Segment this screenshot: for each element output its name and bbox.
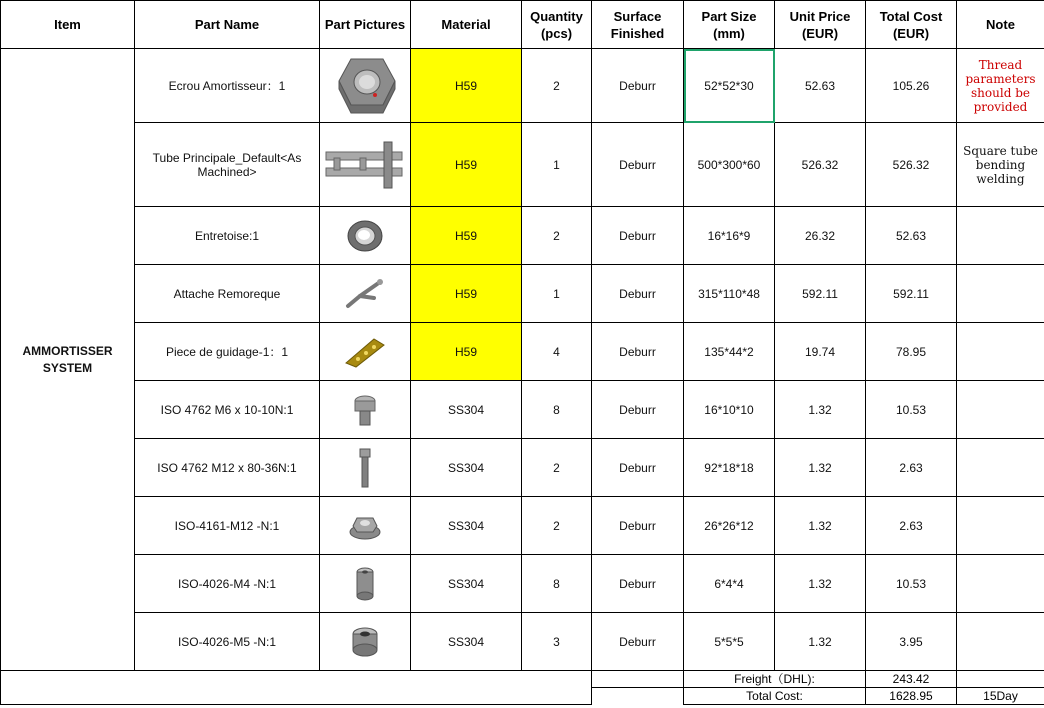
material-cell[interactable]: SS304	[411, 555, 522, 613]
surface-cell[interactable]: Deburr	[592, 123, 684, 207]
part-size-cell[interactable]: 16*16*9	[684, 207, 775, 265]
short-bolt-icon	[350, 392, 380, 428]
part-size-cell[interactable]: 6*4*4	[684, 555, 775, 613]
note-cell[interactable]	[957, 555, 1044, 613]
header-part-size[interactable]: Part Size (mm)	[684, 1, 775, 49]
note-cell[interactable]	[957, 265, 1044, 323]
note-cell[interactable]	[957, 323, 1044, 381]
header-item[interactable]: Item	[1, 1, 135, 49]
table-row	[1, 555, 1044, 613]
surface-cell[interactable]: Deburr	[592, 613, 684, 671]
tube-frame-icon	[324, 140, 406, 190]
part-size-cell[interactable]: 5*5*5	[684, 613, 775, 671]
quantity-cell[interactable]: 1	[522, 123, 592, 207]
part-size-cell[interactable]: 26*26*12	[684, 497, 775, 555]
flange-nut-icon	[348, 510, 382, 542]
note-cell[interactable]: Thread parameters should be provided	[957, 49, 1044, 123]
table-row	[1, 381, 1044, 439]
part-name-cell[interactable]: Ecrou Amortisseur：1	[135, 49, 320, 123]
table-row	[1, 123, 1044, 207]
material-cell[interactable]: H59	[411, 265, 522, 323]
table-row	[1, 439, 1044, 497]
part-picture-cell[interactable]	[320, 265, 411, 323]
material-cell[interactable]: SS304	[411, 381, 522, 439]
total-cost-cell[interactable]: 105.26	[866, 49, 957, 123]
footer-blank-cell[interactable]	[1, 671, 592, 705]
set-screw-icon	[353, 566, 377, 602]
note-cell[interactable]	[957, 381, 1044, 439]
part-picture-cell[interactable]	[320, 323, 411, 381]
table-row	[1, 207, 1044, 265]
unit-price-cell[interactable]: 1.32	[775, 439, 866, 497]
material-cell[interactable]: H59	[411, 123, 522, 207]
part-name-cell[interactable]: ISO-4026-M4 -N:1	[135, 555, 320, 613]
header-surface[interactable]: Surface Finished	[592, 1, 684, 49]
unit-price-cell[interactable]: 1.32	[775, 555, 866, 613]
part-name-cell[interactable]: Piece de guidage-1：1	[135, 323, 320, 381]
total-cost-cell[interactable]: 10.53	[866, 555, 957, 613]
note-cell[interactable]	[957, 497, 1044, 555]
part-name-cell[interactable]: ISO-4161-M12 -N:1	[135, 497, 320, 555]
table-row	[1, 265, 1044, 323]
part-picture-cell[interactable]	[320, 555, 411, 613]
part-size-cell[interactable]: 315*110*48	[684, 265, 775, 323]
material-cell[interactable]: H59	[411, 323, 522, 381]
freight-label[interactable]: Freight（DHL):	[684, 671, 866, 688]
material-cell[interactable]: H59	[411, 49, 522, 123]
unit-price-cell[interactable]: 26.32	[775, 207, 866, 265]
material-cell[interactable]: SS304	[411, 439, 522, 497]
surface-cell[interactable]: Deburr	[592, 497, 684, 555]
note-cell[interactable]: Square tube bending welding	[957, 123, 1044, 207]
table-row	[1, 613, 1044, 671]
table-row	[1, 323, 1044, 381]
part-size-cell[interactable]: 16*10*10	[684, 381, 775, 439]
unit-price-cell[interactable]: 592.11	[775, 265, 866, 323]
note-cell[interactable]	[957, 613, 1044, 671]
freight-note-cell[interactable]	[957, 671, 1044, 688]
footer-empty-cell[interactable]	[592, 671, 684, 688]
part-name-cell[interactable]: ISO 4762 M6 x 10-10N:1	[135, 381, 320, 439]
surface-cell[interactable]: Deburr	[592, 49, 684, 123]
total-cost-cell[interactable]: 10.53	[866, 381, 957, 439]
surface-cell[interactable]: Deburr	[592, 381, 684, 439]
surface-cell[interactable]: Deburr	[592, 323, 684, 381]
part-picture-cell[interactable]	[320, 123, 411, 207]
total-cost-cell[interactable]: 592.11	[866, 265, 957, 323]
quantity-cell[interactable]: 2	[522, 497, 592, 555]
part-size-cell[interactable]: 500*300*60	[684, 123, 775, 207]
note-cell[interactable]	[957, 439, 1044, 497]
freight-value[interactable]: 243.42	[866, 671, 957, 688]
total-cost-cell[interactable]: 526.32	[866, 123, 957, 207]
header-part-pictures[interactable]: Part Pictures	[320, 1, 411, 49]
header-material[interactable]: Material	[411, 1, 522, 49]
quantity-cell[interactable]: 3	[522, 613, 592, 671]
socket-screw-icon	[350, 626, 380, 658]
header-quantity[interactable]: Quantity (pcs)	[522, 1, 592, 49]
part-name-cell[interactable]: Attache Remoreque	[135, 265, 320, 323]
item-name-cell[interactable]: AMMORTISSER SYSTEM	[1, 49, 135, 671]
total-cost-value[interactable]: 1628.95	[866, 688, 957, 705]
surface-cell[interactable]: Deburr	[592, 439, 684, 497]
part-name-cell[interactable]: Entretoise:1	[135, 207, 320, 265]
table-row	[1, 49, 1044, 123]
hex-nut-icon	[333, 55, 397, 117]
part-picture-cell[interactable]	[320, 439, 411, 497]
header-part-name[interactable]: Part Name	[135, 1, 320, 49]
material-cell[interactable]: SS304	[411, 613, 522, 671]
unit-price-cell[interactable]: 526.32	[775, 123, 866, 207]
part-name-cell[interactable]: ISO-4026-M5 -N:1	[135, 613, 320, 671]
surface-cell[interactable]: Deburr	[592, 207, 684, 265]
spacer-ring-icon	[345, 216, 385, 256]
quantity-cell[interactable]: 8	[522, 381, 592, 439]
unit-price-cell[interactable]: 1.32	[775, 381, 866, 439]
unit-price-cell[interactable]: 1.32	[775, 613, 866, 671]
long-bolt-icon	[353, 447, 377, 489]
quantity-cell[interactable]: 1	[522, 265, 592, 323]
note-cell[interactable]	[957, 207, 1044, 265]
part-name-cell[interactable]: ISO 4762 M12 x 80-36N:1	[135, 439, 320, 497]
part-picture-cell[interactable]	[320, 207, 411, 265]
total-cost-cell[interactable]: 52.63	[866, 207, 957, 265]
surface-cell[interactable]: Deburr	[592, 265, 684, 323]
part-size-cell[interactable]: 135*44*2	[684, 323, 775, 381]
material-cell[interactable]: H59	[411, 207, 522, 265]
footer-gap-cell	[592, 688, 684, 705]
quantity-cell[interactable]: 2	[522, 49, 592, 123]
header-unit-price[interactable]: Unit Price (EUR)	[775, 1, 866, 49]
quantity-cell[interactable]: 2	[522, 439, 592, 497]
freight-row	[1, 671, 1044, 688]
header-note[interactable]: Note	[957, 1, 1044, 49]
part-name-cell[interactable]: Tube Principale_Default<As Machined>	[135, 123, 320, 207]
header-row	[1, 1, 1044, 49]
surface-cell[interactable]: Deburr	[592, 555, 684, 613]
total-cost-cell[interactable]: 2.63	[866, 497, 957, 555]
quantity-cell[interactable]: 2	[522, 207, 592, 265]
part-size-cell-selected[interactable]: 52*52*30	[684, 49, 775, 123]
material-cell[interactable]: SS304	[411, 497, 522, 555]
part-size-cell[interactable]: 92*18*18	[684, 439, 775, 497]
lead-time-value[interactable]: 15Day	[957, 688, 1044, 705]
trailer-hitch-icon	[344, 276, 386, 312]
total-cost-label[interactable]: Total Cost:	[684, 688, 866, 705]
header-total-cost[interactable]: Total Cost (EUR)	[866, 1, 957, 49]
quantity-cell[interactable]: 4	[522, 323, 592, 381]
unit-price-cell[interactable]: 52.63	[775, 49, 866, 123]
quantity-cell[interactable]: 8	[522, 555, 592, 613]
total-cost-cell[interactable]: 2.63	[866, 439, 957, 497]
total-cost-cell[interactable]: 78.95	[866, 323, 957, 381]
part-picture-cell[interactable]	[320, 49, 411, 123]
unit-price-cell[interactable]: 19.74	[775, 323, 866, 381]
guide-plate-icon	[342, 335, 388, 369]
part-picture-cell[interactable]	[320, 613, 411, 671]
table-row	[1, 497, 1044, 555]
total-cost-cell[interactable]: 3.95	[866, 613, 957, 671]
part-picture-cell[interactable]	[320, 381, 411, 439]
part-picture-cell[interactable]	[320, 497, 411, 555]
unit-price-cell[interactable]: 1.32	[775, 497, 866, 555]
